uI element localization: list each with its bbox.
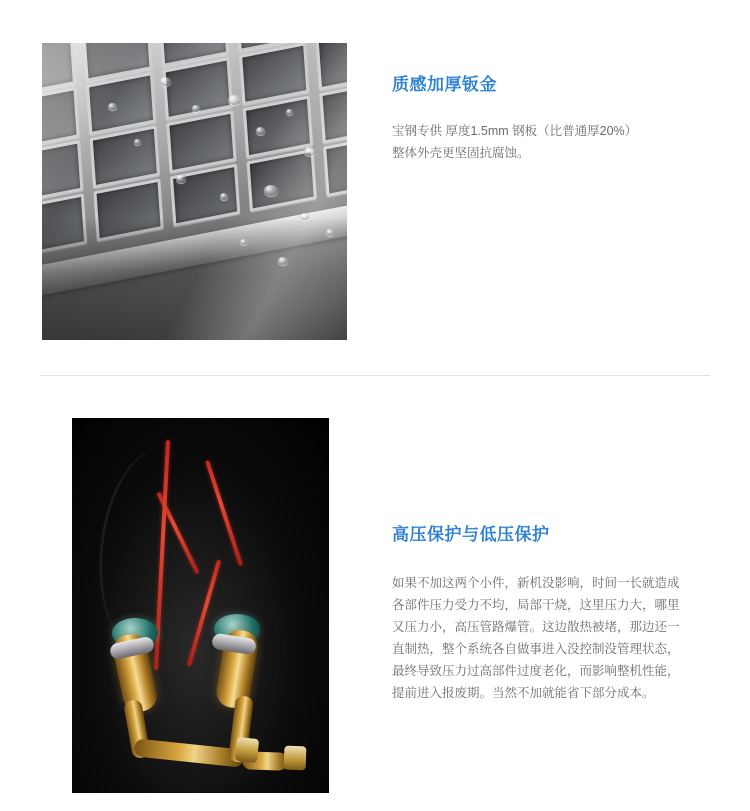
grille-cell bbox=[323, 134, 347, 197]
water-droplet bbox=[192, 105, 200, 112]
grille-cell bbox=[166, 110, 236, 173]
photo-shadow bbox=[42, 220, 347, 340]
water-droplet bbox=[264, 185, 278, 196]
metal-grille-photo bbox=[42, 43, 347, 340]
water-droplet bbox=[134, 139, 141, 145]
grille-cell bbox=[319, 81, 347, 144]
grille-cell bbox=[243, 95, 313, 158]
pipe-fitting bbox=[235, 737, 259, 763]
body-line: 如果不加这两个小件，新机没影响，时间一长就造成各部件压力受力不均，局部干烧，这里压力大，哪里又压力小，高压管路爆管。这边散热被堵，那边还一直制热，整个系统各自做事进入没控制没管理状态，最终导致压力过高部件过度老化，而影响整机性能，提前进入报废期。当然不加就能省下部分成本。 bbox=[392, 576, 680, 701]
water-droplet bbox=[286, 109, 293, 115]
water-droplet bbox=[256, 127, 265, 135]
water-droplet bbox=[240, 239, 247, 245]
water-droplet bbox=[108, 103, 117, 110]
water-droplet bbox=[176, 175, 186, 183]
pressure-protection-text bbox=[392, 524, 684, 704]
water-droplet bbox=[300, 213, 309, 220]
section-heading: 质感加厚钣金 bbox=[392, 75, 497, 94]
pressure-switch-photo bbox=[72, 418, 329, 793]
section-thick-sheet-metal bbox=[0, 0, 750, 375]
water-droplet bbox=[304, 147, 316, 156]
section-body bbox=[392, 572, 684, 704]
body-line: 宝钢专供 厚度1.5mm 钢板（比普通厚20%） bbox=[392, 124, 638, 139]
grille-cell bbox=[90, 125, 160, 188]
water-droplet bbox=[278, 257, 288, 265]
water-droplet bbox=[326, 229, 334, 236]
section-body bbox=[392, 120, 712, 164]
grille-cell bbox=[86, 72, 156, 135]
section-heading: 高压保护与低压保护 bbox=[392, 525, 550, 544]
body-line: 整体外壳更坚固抗腐蚀。 bbox=[392, 146, 530, 161]
pipe-fitting bbox=[284, 746, 307, 771]
thick-sheet-metal-text bbox=[392, 74, 712, 164]
water-droplet bbox=[160, 77, 171, 86]
grille-cell bbox=[170, 164, 240, 227]
section-pressure-protection bbox=[0, 376, 750, 811]
water-droplet bbox=[220, 193, 228, 200]
grille-cell bbox=[239, 43, 309, 105]
water-droplet bbox=[228, 95, 241, 105]
grille-cell bbox=[247, 149, 317, 212]
grille-cell bbox=[316, 43, 347, 91]
